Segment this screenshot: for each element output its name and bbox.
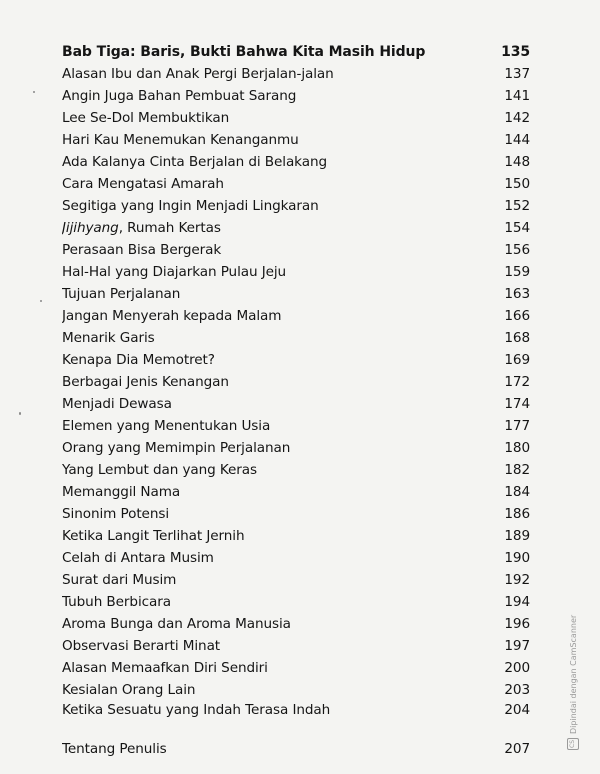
toc-entry — [62, 283, 530, 305]
toc-entry — [62, 437, 530, 459]
toc-entry-page: 197 — [504, 638, 530, 654]
chapter-heading — [62, 41, 530, 63]
toc-entry — [62, 635, 530, 657]
toc-entry-title: Menjadi Dewasa — [62, 396, 172, 412]
toc-entry — [62, 129, 530, 151]
toc-entry-title: Lee Se-Dol Membuktikan — [62, 110, 230, 126]
camscanner-logo-icon: CS — [567, 738, 579, 750]
toc-entry — [62, 393, 530, 415]
toc-entry-title-rest: , Rumah Kertas — [118, 220, 221, 236]
toc-entry-title: Ketika Langit Terlihat Jernih — [62, 528, 245, 544]
toc-entry-title: Berbagai Jenis Kenangan — [62, 374, 229, 390]
toc-entry-page: 182 — [504, 462, 530, 478]
toc-entry-page: 156 — [504, 242, 530, 258]
toc-entry-page: 141 — [504, 88, 530, 104]
toc-entry-page: 137 — [504, 66, 530, 82]
toc-entry — [62, 613, 530, 635]
toc-entry-title-italic: Jijihyang — [62, 220, 119, 236]
toc-entry-title: Jangan Menyerah kepada Malam — [62, 308, 282, 324]
toc-entry — [62, 173, 530, 195]
toc-entry — [62, 327, 530, 349]
toc-entry-page: 166 — [504, 308, 530, 324]
toc-entry-title: Memanggil Nama — [62, 484, 181, 500]
toc-entry-title: Orang yang Memimpin Perjalanan — [62, 440, 291, 456]
toc-entry-title: Alasan Memaafkan Diri Sendiri — [62, 660, 268, 676]
toc-entry-page: 189 — [504, 528, 530, 544]
toc-entry-title: Hari Kau Menemukan Kenanganmu — [62, 132, 299, 148]
toc-entry-title: Kenapa Dia Memotret? — [62, 352, 215, 368]
toc-entry — [62, 107, 530, 129]
scanner-watermark — [565, 580, 581, 750]
toc-entry-page: 168 — [504, 330, 530, 346]
toc-entry-title: Sinonim Potensi — [62, 506, 169, 522]
toc-entry-title: Alasan Ibu dan Anak Pergi Berjalan-jalan — [62, 66, 334, 82]
chapter-title: Bab Tiga: Baris, Bukti Bahwa Kita Masih Hidup — [62, 44, 426, 60]
toc-entry — [62, 679, 530, 701]
toc-entry-page: 203 — [504, 682, 530, 698]
toc-entry-title: Tubuh Berbicara — [62, 594, 171, 610]
toc-entry — [62, 547, 530, 569]
toc-entry-title: Celah di Antara Musim — [62, 550, 214, 566]
toc-entry-page: 144 — [504, 132, 530, 148]
toc-entry — [62, 569, 530, 591]
toc-entry-page: 177 — [504, 418, 530, 434]
toc-entry — [62, 481, 530, 503]
toc-entry-page: 204 — [504, 702, 530, 718]
watermark-text: Dipindai dengan CamScanner — [568, 614, 578, 734]
toc-entry — [62, 503, 530, 525]
toc-entry — [62, 217, 530, 239]
scan-speck — [40, 300, 42, 302]
toc-entry — [62, 371, 530, 393]
toc-entry-page: 172 — [504, 374, 530, 390]
toc-entry — [62, 459, 530, 481]
toc-entry-page: 196 — [504, 616, 530, 632]
toc-entry — [62, 261, 530, 283]
toc-entry-page: 159 — [504, 264, 530, 280]
toc-entry-title: Hal-Hal yang Diajarkan Pulau Jeju — [62, 264, 287, 280]
toc-entry-page: 192 — [504, 572, 530, 588]
toc-entry-title: Aroma Bunga dan Aroma Manusia — [62, 616, 291, 632]
toc-entry-page: 163 — [504, 286, 530, 302]
toc-entry — [62, 151, 530, 173]
toc-entry-page: 186 — [504, 506, 530, 522]
toc-entry — [62, 63, 530, 85]
toc-entry — [62, 657, 530, 679]
toc-entry-title: Ketika Sesuatu yang Indah Terasa Indah — [62, 702, 331, 718]
toc-entry-title: Observasi Berarti Minat — [62, 638, 221, 654]
toc-entry-page: 200 — [504, 660, 530, 676]
toc-entry — [62, 239, 530, 261]
toc-entry-title: Yang Lembut dan yang Keras — [62, 462, 257, 478]
toc-entry-page: 180 — [504, 440, 530, 456]
toc-entry — [62, 699, 530, 721]
toc-entry-title: Angin Juga Bahan Pembuat Sarang — [62, 88, 297, 104]
toc-entry — [62, 85, 530, 107]
scan-speck — [33, 91, 35, 93]
toc-entry-title: Kesialan Orang Lain — [62, 682, 196, 698]
toc-entry-title: Elemen yang Menentukan Usia — [62, 418, 271, 434]
toc-entry-title: Perasaan Bisa Bergerak — [62, 242, 222, 258]
toc-entry-page: 190 — [504, 550, 530, 566]
toc-entry-page: 150 — [504, 176, 530, 192]
toc-entry-title: Menarik Garis — [62, 330, 155, 346]
toc-entry-title: Tujuan Perjalanan — [62, 286, 181, 302]
toc-entry-page: 194 — [504, 594, 530, 610]
toc-entry-title: Cara Mengatasi Amarah — [62, 176, 224, 192]
toc-entry-title: Segitiga yang Ingin Menjadi Lingkaran — [62, 198, 319, 214]
toc-entry — [62, 349, 530, 371]
toc-entry — [62, 305, 530, 327]
toc-entry-title: Ada Kalanya Cinta Berjalan di Belakang — [62, 154, 327, 170]
toc-entry-title — [62, 220, 490, 236]
footer-title: Tentang Penulis — [62, 741, 167, 757]
toc-entry-page: 184 — [504, 484, 530, 500]
toc-entry-page: 154 — [504, 220, 530, 236]
toc-entry-page: 174 — [504, 396, 530, 412]
toc-footer-entry — [62, 738, 530, 760]
toc-entry-page: 169 — [504, 352, 530, 368]
scan-speck — [19, 412, 21, 415]
toc-entry — [62, 525, 530, 547]
chapter-page: 135 — [501, 44, 530, 60]
toc-entry — [62, 591, 530, 613]
toc-entry — [62, 415, 530, 437]
footer-page: 207 — [504, 741, 530, 757]
toc-entry-page: 152 — [504, 198, 530, 214]
toc-entry-page: 142 — [504, 110, 530, 126]
toc-entry-page: 148 — [504, 154, 530, 170]
toc-entry — [62, 195, 530, 217]
toc-entry-title: Surat dari Musim — [62, 572, 177, 588]
